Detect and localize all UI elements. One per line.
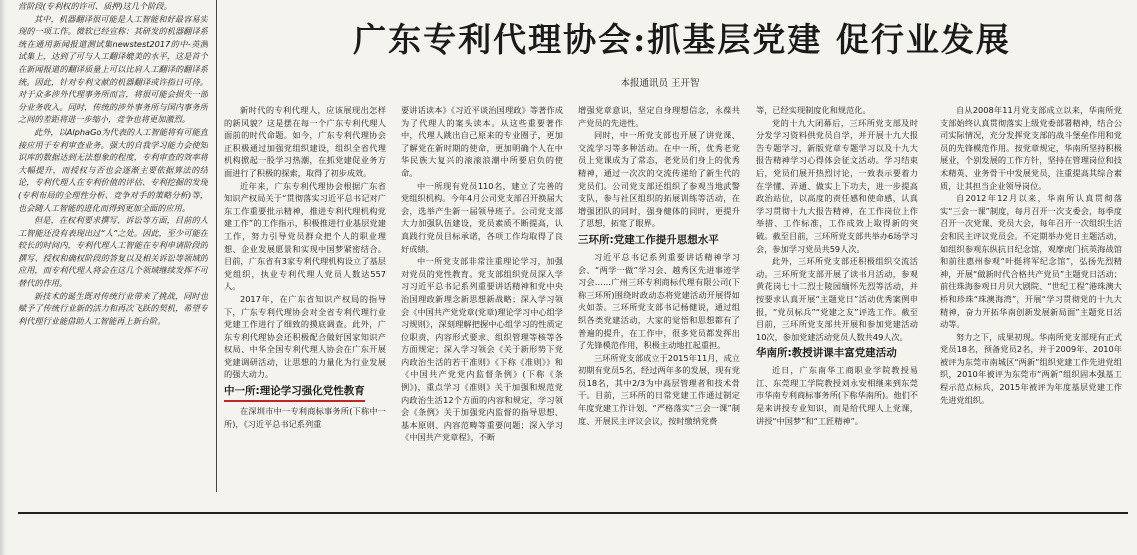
- paragraph: 自2012年12月以来，华南所认真贯彻落实“三会一课”制度，每月召开一次支委会，每季度召开一次党课、党员大会，每年召开一次组织生活会和民主评议党员会。不定期举办党日主题活动，如组织参观东纵抗日纪念馆，观摩虎门抗英海战馆和前往惠州参观“叶挺将军纪念馆”，弘扬先烈精神，开展“做新时代合格共产党员”主题党日活动；前往珠海参观日月贝大剧院、“世纪工程”港珠澳大桥和珍珠“珠澳海湾”，开展“学习贯彻党的十九大精神，奋力开拓华南创新发展新局面”主题党日活动等。: [940, 193, 1122, 330]
- paragraph: 等，已经实现制度化和规范化。: [756, 105, 871, 115]
- paragraph: 其中，机器翻译很可能是人工智能和好最容易实现的一项工作。微软已经宣称：其研发的机器翻译系统在通用新闻报道测试集newstest2017的中-英测试集上，达到了可与人工翻译媲美的水平，这是首个在新闻报道的翻译质量上可以比肩人工翻译的翻译系统。因此，针对专利文献的机器翻译或许指日可待。对于众多涉外代理事务所而言，将很可能会损失一部分业务收入。同时，传统的涉外事务所与国内事务所之间的差距将进一步缩小，竞争也将更加激烈。: [18, 13, 208, 125]
- article-byline: 本报通讯员 王开智: [620, 78, 700, 89]
- paragraph: 增强党章意识，坚定自身理想信念，永葆共产党员的先进性。: [578, 105, 740, 128]
- paragraph: 同时，中一所党支部也开展了讲党课、交流学习等多种活动。在中一所，优秀老党员上党课成为了常态，老党员们身上的优秀精神，通过一次次的交流传递给了新生代的党员们。公司党支部还组织了参观当地武警支队，参与社区组织的拓展训练等活动，在增强团队的同时，强身健体的同时，更提升了思想，拓宽了眼界。: [578, 130, 740, 229]
- section-heading: 中一所:理论学习强化党性教育: [224, 383, 365, 402]
- paragraph: 努力之下，成果初现。华南所党支部现有正式党员18名，预备党员2名，并于2009年、2010年被评为东莞市南城区“两新”组织党建工作先进党组织，2010年被评为东莞市“两新”组织固本强基工程示范点标兵，2015年被评为年度基层党建工作先进党组织。: [940, 331, 1122, 405]
- column-divider: [216, 0, 217, 492]
- paragraph: 在深圳市中一专利商标事务所(下称中一所)，《习近平总书记系列重: [224, 406, 386, 429]
- paragraph: 要讲话读本》《习近平谈治国理政》等著作成为了代理人的案头读本。从这些重要著作中，代理人跳出自己原来的专业圈子，更加了解党在新时期的使命，更加明确个人在中华民族大复兴的滚滚浪潮中所要启负的使命。: [401, 105, 563, 178]
- paragraph: 营阶段(专利权的许可、质押)这几个阶段。: [18, 1, 172, 11]
- paragraph: 新时代的专利代理人，应该展现出怎样的新风貌？这是摆在每一个广东专利代理人面前的时代命题。如今，广东专利代理协会正积极通过加强党组织建设，组织全省代理机构掀起一股学习热潮，在抓党建促业务方面进行了积极的探索，取得了初步成效。: [224, 105, 386, 178]
- section-heading: 三环所:党建工作提升思想水平: [578, 233, 719, 246]
- section-heading: 华南所:教授讲课丰富党建活动: [756, 347, 897, 360]
- paragraph: 2017年，在广东省知识产权局的指导下，广东专利代理协会对全省专利代理行业党建工作进行了细致的摸底调查。此外，广东专利代理协会还积极配合做好国家知识产权局、中华全国专利代理人协会在广东开展党建调研活动，让思想的力量化为行业发展的强大动力。: [224, 293, 386, 380]
- paragraph: 三环所党支部成立于2015年11月，成立初期有党员5名，经过两年多的发展，现有党员18名，其中2/3为中高层管理者和技术骨干。目前，三环所的日常党建工作通过制定年度党建工作计划、“严格落实”三会一课”制度、开展民主评议会议，按时缴纳党费: [578, 352, 740, 426]
- paragraph: 此外，以AlphaGo为代表的人工智能将有可能直接应用于专利审查业务。强大的自我学习能力会使知识库的数据达到无法想象的程度，专利审查的效率将大幅提升，而授权与否也会逐渐主要依据算法的结论，专利代理人在专利价值的评估、专利挖掘的发现(专利布局的全理性分析、竞争对手的策略分析)等，也会随人工智能的进化而得到更加全面的应用。: [18, 126, 208, 213]
- paragraph: 中一所党支部非常注重理论学习，加强对党员的党性教育。党支部组织党员深入学习习近平总书记系列重要讲话精神和党中央治国理政新理念新思想新战略；深入学习领会《中国共产党党章(党章)理论学习中心组学习规则》，深刻理解把握中心组学习的性质定位职责，内容形式要求、组织管理等核等各方面规定；深入学习领会《关于新形势下党内政治生活的若干准则》《下称《准则》》和《中国共产党党内监督条例》(下称《条例》)，重点学习《准则》关于加强和规范党内政治生活12个方面的内容和规定，学习领会《条例》关于加强党内监督的指导思想、基本原则、内容范畴等重要问题；深入学习《中国共产党章程》，不断: [401, 256, 563, 443]
- paragraph: 新技术的诞生既对传统行业带来了挑战，同时也赋予了传统行业新的活力和再次飞跃的契机，希望专利代理行业能借助人工智能再上新台阶。: [18, 290, 208, 326]
- paragraph: 近年来，广东专利代理协会根据广东省知识产权局关于“贯彻落实习近平总书记对广东工作重要批示精神，推进专利代理机构党建工作”的工作指示，积极推进行业基层党建工作，努力引导党员群众把个人的职业理想、企业发展愿景和实现中国梦紧密结合。目前，广东省有3家专利代理机构设立了基层党组织，执业专利代理人党员人数达557人。: [224, 180, 386, 292]
- article-column-5: [940, 104, 1122, 489]
- paragraph: 党的十九大闭幕后，三环所党支部及时分发学习资料供党员自学，并开展十九大报告专题学习，新版党章专题学习以及十九大报告精神学习心得体会征文活动。学习结束后，党员们展开热烈讨论，一致表示要着力在学懂、弄通、做实上下功夫，进一步提高政治站位，以高度的责任感和使命感，认真学习贯彻十九大报告精神，在工作岗位上作举措、工作标准，工作成效上取得新的突破。截至目前，三环所党支部共举办6场学习会，参加学习党员共59人次。: [756, 117, 918, 254]
- paragraph: 近日，广东南华工商职业学院教授易江、东莞理工学院教授刘永安相继来到东莞市华南专利商标事务所(下称华南所)。他们不是来讲授专业知识，而是给代理人上党课，讲授“中国梦”和“工匠精神”。: [756, 365, 918, 426]
- bottom-rule: [18, 512, 1128, 514]
- article-headline: 广东专利代理协会:抓基层党建 促行业发展: [353, 20, 1011, 59]
- page-edge: [0, 0, 6, 555]
- paragraph: 自从2008年11月党支部成立以来，华南所党支部始终认真贯彻落实上级党委部署精神，结合公司实际情况，充分发挥党支部的战斗堡垒作用和党员的先锋模范作用。按党章规定，华南所坚持积极展业，个别发展的工作方针，坚持在管理岗位和技术精英、业务骨干中发展党员，注重提高其综合素质，让其担当企业领导岗位。: [940, 105, 1122, 191]
- paragraph: 中一所现有党员110名，建立了完善的党组织机构。今年4月公司党支部召开换届大会，选举产生新一届领导班子。公司党支部大力加强队伍建设，党员素质不断提高，认真践行党员目标承诺，各项工作均取得了良好成绩。: [401, 180, 563, 254]
- paragraph: 习近平总书记系列重要讲话精神学习会、“两学一做”学习会、越秀区先进事迹学习会……广州三环专利商标代理有限公司(下称三环所)围绕时政动态将党建活动开展得如火如荼。三环所党支部书记杨健说，通过组织各类党建活动，大家的觉悟和思想都有了普遍的提升，在工作中，很多党员都发挥出了先锋模范作用，积极主动地扛起重担。: [578, 251, 740, 351]
- article-column-3: [578, 104, 740, 489]
- previous-article-column: [18, 0, 208, 492]
- article-column-2: [401, 104, 563, 489]
- paragraph: 但是，在权利要求撰写、诉讼等方面，目前的人工智能还没有表现出过“人”之处。因此，至少可能在较长的时间内，专利代理人工智能在专利申请阶段的撰写、授权和确权阶段的答复以及相关诉讼等领域的应用，而专利代理人将会在这几个领域继续发挥不可替代的作用。: [18, 215, 208, 289]
- paragraph: 此外，三环所党支部还积极组织交流活动。三环所党支部开展了读书月活动，参观黄花岗七十二烈士陵园缅怀先烈等活动，并按要求认真开展“主题党日”活动优秀案例申报，“党员标兵”“党建之友”评选工作。截至目前，三环所党支部共开展和参加党建活动10次，参加党建活动党员人数共49人次。: [756, 256, 918, 342]
- article-column-4: [756, 104, 918, 489]
- article-column-1: [224, 104, 386, 489]
